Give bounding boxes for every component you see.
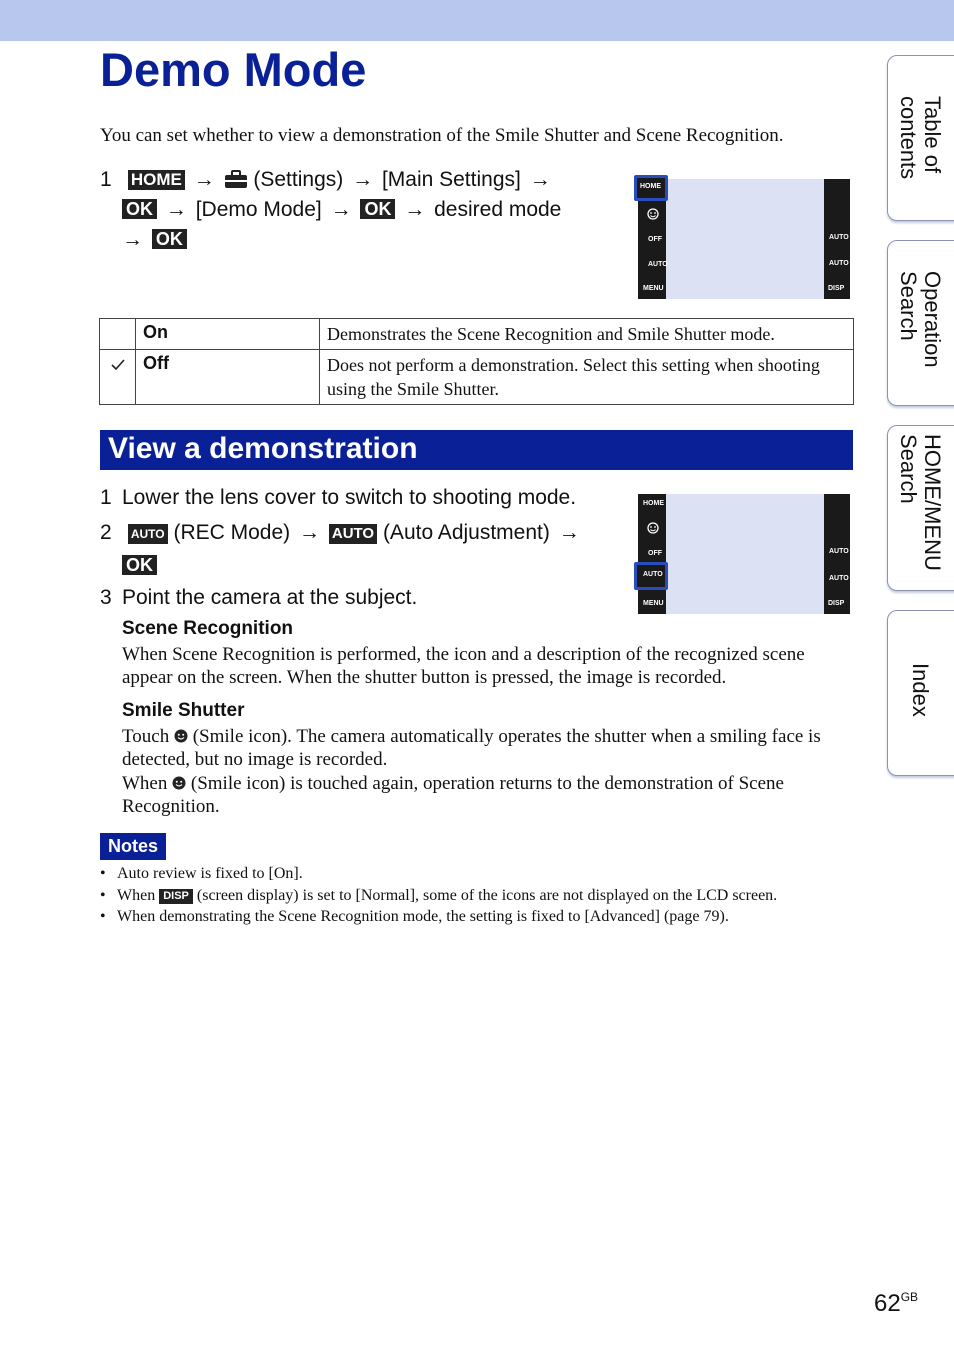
flash-auto-icon: AUTO: [829, 234, 849, 241]
flash-auto-icon: AUTO: [829, 548, 849, 555]
scene-off-icon: OFF: [648, 550, 662, 557]
step-2: [100, 518, 600, 581]
option-desc: Demonstrates the Scene Recognition and Smile Shutter mode.: [320, 319, 854, 350]
note-text: When demonstrating the Scene Recognition mode, the setting is fixed to [Advanced] (page 79).: [117, 908, 729, 925]
camera-lcd: [666, 494, 824, 614]
smile-shutter-p1: [122, 725, 852, 771]
note-1: • Auto review is fixed to [On].: [100, 865, 303, 882]
text-fragment: (Smile icon) is touched again, operation returns to the demonstration of Scene Recognition.: [122, 773, 784, 817]
notes-label: Notes: [100, 833, 166, 860]
intro-text: You can set whether to view a demonstration of the Smile Shutter and Scene Recognition.: [100, 125, 784, 146]
option-name: On: [136, 319, 320, 350]
scene-recognition-text: When Scene Recognition is performed, the icon and a description of the recognized scene appear on the screen. When the shutter button is pressed, the image is recorded.: [122, 644, 805, 688]
text-fragment: (Smile icon). The camera automatically operates the shutter when a smiling face is detected, but no image is recorded.: [122, 726, 821, 770]
arrow-icon: →: [165, 198, 187, 221]
tab-label: Operation Search: [896, 271, 945, 368]
option-name: Off: [136, 350, 320, 405]
arrow-icon: →: [404, 198, 426, 221]
page-suffix: GB: [900, 1290, 919, 1304]
note-text: (screen display) is set to [Normal], some of the icons are not displayed on the LCD screen.: [196, 887, 778, 904]
camera-lcd: [666, 179, 824, 299]
settings-toolbox-icon: [224, 169, 248, 189]
note-text: Auto review is fixed to [On].: [117, 865, 303, 882]
arrow-icon: →: [529, 168, 551, 191]
auto-icon: AUTO: [329, 524, 377, 544]
page-title: Demo Mode: [100, 43, 367, 96]
main-settings-label: [Main Settings]: [381, 168, 521, 191]
page-number: [874, 1290, 918, 1318]
home-highlight: [634, 175, 668, 201]
home-icon: HOME: [128, 170, 185, 190]
ok-icon: OK: [360, 199, 395, 219]
text-fragment: When: [122, 773, 168, 794]
ok-icon: OK: [152, 229, 187, 249]
arrow-icon: →: [299, 521, 321, 544]
default-mark-cell: [100, 350, 136, 405]
rec-mode-icon: AUTO: [128, 524, 168, 544]
step-number: 2: [100, 521, 112, 544]
tab-home-menu-search[interactable]: [887, 425, 954, 591]
text-fragment: Touch: [122, 726, 170, 747]
tab-label: Table of contents: [896, 96, 945, 180]
step-number: 1: [100, 168, 112, 191]
arrow-icon: →: [352, 168, 374, 191]
menu-icon: MENU: [643, 600, 664, 607]
home-icon: HOME: [643, 500, 664, 507]
step-text: Lower the lens cover to switch to shooting mode.: [122, 486, 577, 509]
step-3: [100, 583, 417, 613]
rec-mode-label: (REC Mode): [173, 521, 291, 544]
arrow-icon: →: [122, 228, 143, 251]
scene-recognition-heading: Scene Recognition: [122, 618, 294, 639]
tab-operation-search[interactable]: [887, 240, 954, 406]
desired-mode-label: desired mode: [434, 198, 562, 221]
disp-icon: DISP: [159, 889, 193, 904]
red-eye-auto-icon: AUTO: [829, 575, 849, 582]
settings-label: (Settings): [253, 168, 344, 191]
red-eye-auto-icon: AUTO: [829, 260, 849, 267]
arrow-icon: →: [558, 521, 580, 544]
smile-icon: [647, 208, 659, 220]
settings-step: [100, 165, 600, 255]
table-row: [100, 350, 854, 405]
arrow-icon: →: [193, 168, 215, 191]
checkmark-icon: [110, 357, 126, 373]
rec-auto-icon: AUTO: [648, 261, 668, 268]
smile-shutter-heading: Smile Shutter: [122, 700, 245, 721]
page-number-value: 62: [874, 1290, 901, 1317]
disp-icon: DISP: [828, 285, 845, 292]
step-number: 3: [100, 586, 112, 609]
options-table: [99, 318, 854, 405]
step-number: 1: [100, 486, 112, 509]
section-header: [100, 430, 853, 470]
note-text: When: [117, 887, 156, 904]
ok-icon: OK: [122, 555, 157, 575]
tab-label: Index: [908, 663, 933, 717]
default-mark-cell: [100, 319, 136, 350]
arrow-icon: →: [330, 198, 352, 221]
top-banner: [0, 0, 954, 41]
disp-icon: DISP: [828, 600, 845, 607]
rec-auto-icon: AUTO: [643, 571, 663, 578]
tab-label: HOME/MENU Search: [896, 434, 945, 571]
note-2: • When DISP (screen display) is set to [Normal], some of the icons are not displayed on the LCD screen.: [100, 887, 778, 904]
scene-off-icon: OFF: [648, 236, 662, 243]
step-1: [100, 483, 576, 513]
camera-screen-rec: [638, 494, 850, 614]
option-desc: Does not perform a demonstration. Select this setting when shooting using the Smile Shutter.: [320, 350, 854, 405]
camera-screen-home: [638, 179, 850, 299]
smile-icon: [647, 522, 659, 534]
table-row: [100, 319, 854, 350]
menu-icon: MENU: [643, 285, 664, 292]
tab-table-of-contents[interactable]: [887, 55, 954, 221]
rec-highlight: [634, 562, 668, 590]
section-title: View a demonstration: [108, 432, 418, 465]
note-3: • When demonstrating the Scene Recognition mode, the setting is fixed to [Advanced] (page 79).: [100, 908, 729, 925]
smile-icon: [172, 776, 186, 790]
step-text: Point the camera at the subject.: [122, 586, 418, 609]
demo-mode-label: [Demo Mode]: [195, 198, 322, 221]
smile-shutter-p2: [122, 772, 842, 818]
home-icon: HOME: [640, 183, 661, 190]
smile-icon: [174, 729, 188, 743]
tab-index[interactable]: [887, 610, 954, 776]
auto-adjustment-label: (Auto Adjustment): [382, 521, 550, 544]
ok-icon: OK: [122, 199, 157, 219]
